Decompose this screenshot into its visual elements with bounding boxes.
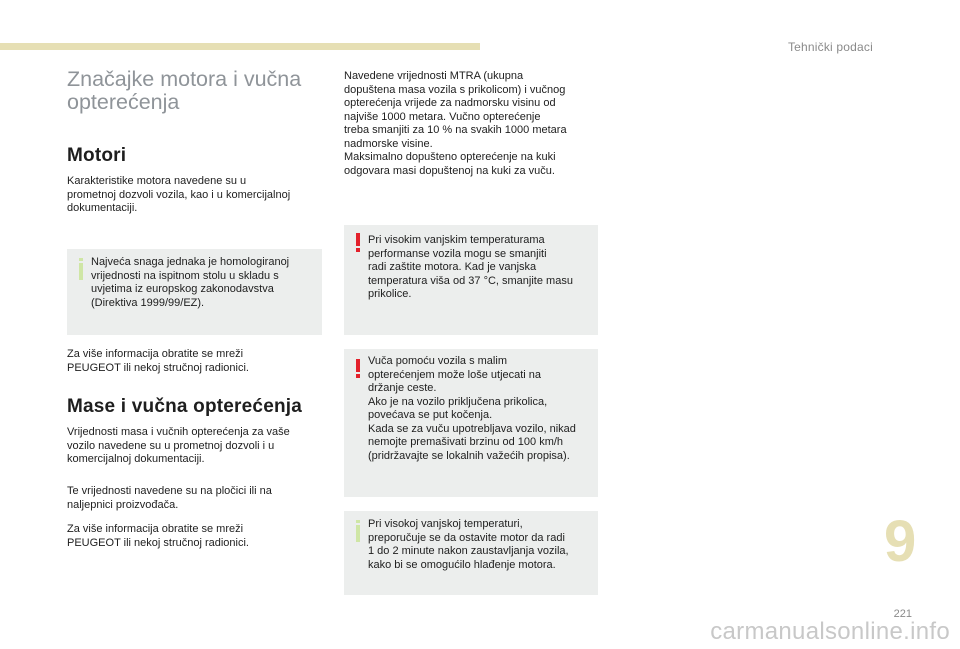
info-box-power-text: Najveća snaga jednaka je homologiranoj vrijednosti na ispitnom stolu u skladu s uvjetima iz europskog zakonodavstva (Direktiva 1999/99/EZ). (91, 256, 290, 309)
chapter-number: 9 (884, 509, 917, 574)
header-accent-bar (0, 43, 480, 50)
page-title: Značajke motora i vučna opterećenja (67, 67, 302, 114)
info-box-cooling (344, 511, 598, 595)
heading-motori: Motori (67, 145, 127, 166)
mase-paragraph-1: Vrijednosti masa i vučnih opterećenja za vaše vozilo navedene su u prometnoj dozvoli i u komercijalnoj dokumentaciji. (67, 426, 290, 465)
motori-paragraph: Karakteristike motora navedene su u prometnoj dozvoli vozila, kao i u komercijalnoj dokumentaciji. (67, 175, 291, 214)
warning-box-temperature-text: Pri visokim vanjskim temperaturama performanse vozila mogu se smanjiti radi zaštite motora. Kad je vanjska temperatura viša od 37 °C, smanjite masu prikolice. (368, 234, 573, 300)
section-header: Tehnički podaci (787, 40, 873, 54)
watermark: carmanualsonline.info (710, 618, 950, 645)
motori-more-info: Za više informacija obratite se mreži PEUGEOT ili nekoj stručnoj radionici. (67, 348, 249, 374)
warning-box-towing-text: Vuča pomoću vozila s malim opterećenjem može loše utjecati na držanje ceste. Ako je na vozilo priključena prikolica, povećava se put kočenja. Kada se za vuču upotrebljava vozilo, nikad nemojte premašivati brzinu od 100 km/h (pridržavajte se lokalnih važećih propisa). (368, 355, 576, 462)
mtra-paragraph: Navedene vrijednosti MTRA (ukupna dopuštena masa vozila s prikolicom) i vučnog opterećenja vrijede za nadmorsku visinu od najviše 1000 metara. Vučno opterećenje treba smanjiti za 10 % na svakih 1000 metara nadmorske visine. Maksimalno dopušteno opterećenje na kuki odgovara masi dopuštenoj na kuki za vuču. (344, 70, 567, 177)
info-box-power (67, 249, 322, 335)
info-box-cooling-text: Pri visokoj vanjskoj temperaturi, preporučuje se da ostavite motor da radi 1 do 2 minute nakon zaustavljanja vozila, kako bi se omogućilo hlađenje motora. (368, 518, 569, 571)
heading-mase: Mase i vučna opterećenja (67, 396, 303, 417)
warning-box-towing (344, 349, 598, 497)
warning-box-temperature (344, 225, 598, 335)
page-number: 221 (893, 608, 912, 620)
mase-paragraph-2: Te vrijednosti navedene su na pločici ili na naljepnici proizvođača. (67, 485, 272, 511)
mase-more-info: Za više informacija obratite se mreži PEUGEOT ili nekoj stručnoj radionici. (67, 523, 249, 549)
